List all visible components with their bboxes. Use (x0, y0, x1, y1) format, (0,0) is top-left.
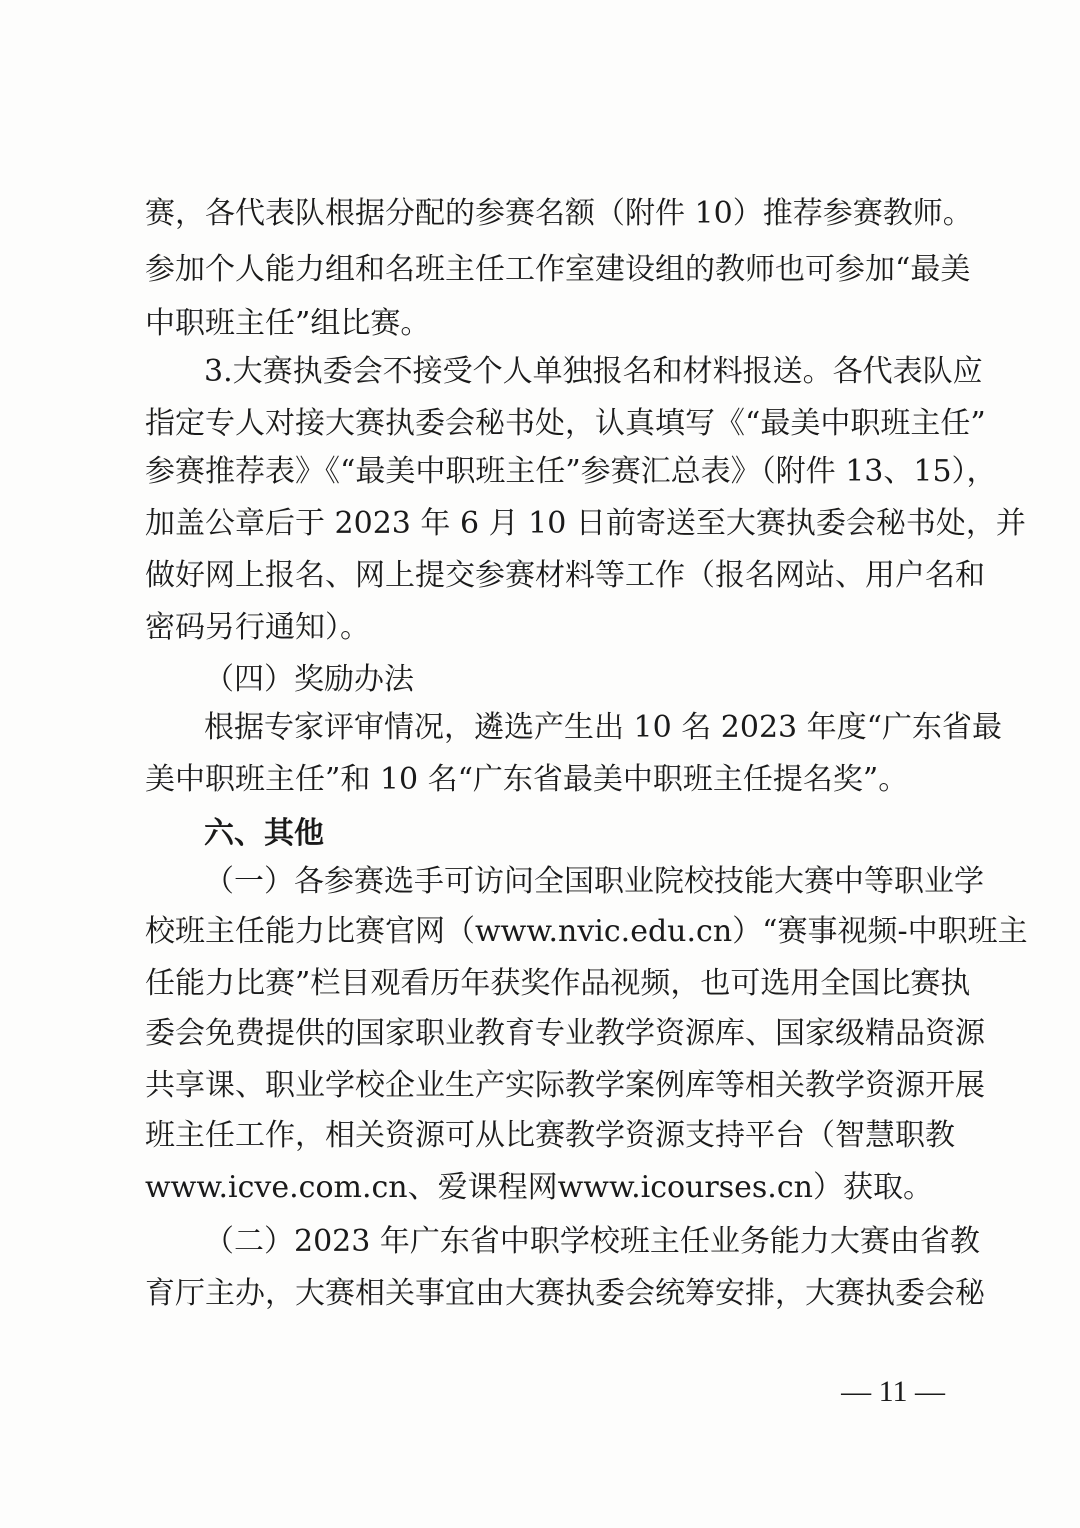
body-line: 共享课、职业学校企业生产实际教学案例库等相关教学资源开展 (145, 1068, 985, 1103)
body-line: 密码另行通知）。 (145, 610, 370, 645)
body-line: 任能力比赛”栏目观看历年获奖作品视频，也可选用全国比赛执 (145, 966, 971, 1001)
body-line: 育厅主办，大赛相关事宜由大赛执委会统筹安排，大赛执委会秘 (145, 1276, 985, 1311)
body-line: 参加个人能力组和名班主任工作室建设组的教师也可参加“最美 (145, 252, 971, 287)
body-line: 委会免费提供的国家职业教育专业教学资源库、国家级精品资源 (145, 1016, 985, 1051)
body-line: 中职班主任”组比赛。 (145, 306, 431, 341)
body-line: 加盖公章后于 2023 年 6 月 10 日前寄送至大赛执委会秘书处，并 (145, 506, 1026, 541)
body-line: 美中职班主任”和 10 名“广东省最美中职班主任提名奖”。 (145, 762, 909, 797)
body-line: （一）各参赛选手可访问全国职业院校技能大赛中等职业学 (204, 864, 984, 899)
body-line: 做好网上报名、网上提交参赛材料等工作（报名网站、用户名和 (145, 558, 985, 593)
page-number: — 11 — (841, 1375, 945, 1408)
section-heading-rewards: （四）奖励办法 (204, 662, 414, 697)
body-line: 校班主任能力比赛官网（www.nvic.edu.cn）“赛事视频-中职班主 (145, 914, 1028, 949)
body-line: 班主任工作，相关资源可从比赛教学资源支持平台（智慧职教 (145, 1118, 955, 1153)
body-line: www.icve.com.cn、爱课程网www.icourses.cn）获取。 (145, 1170, 933, 1205)
body-line: 3.大赛执委会不接受个人单独报名和材料报送。各代表队应 (204, 354, 983, 389)
body-line: 根据专家评审情况，遴选产生出 10 名 2023 年度“广东省最 (204, 710, 1003, 745)
body-line: 指定专人对接大赛执委会秘书处，认真填写《“最美中职班主任” (145, 406, 986, 441)
section-heading-other: 六、其他 (204, 816, 324, 851)
body-line: （二）2023 年广东省中职学校班主任业务能力大赛由省教 (204, 1224, 980, 1259)
body-line: 参赛推荐表》《“最美中职班主任”参赛汇总表》（附件 13、15）， (145, 454, 997, 489)
body-line: 赛，各代表队根据分配的参赛名额（附件 10）推荐参赛教师。 (145, 196, 973, 231)
